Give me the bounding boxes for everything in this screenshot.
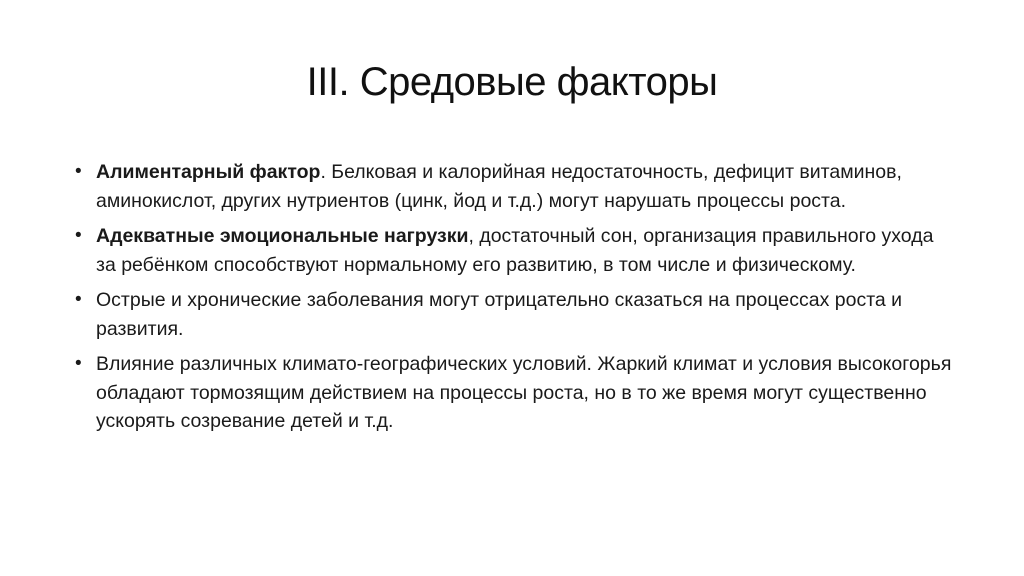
bullet-bold-text: Адекватные эмоциональные нагрузки [96,225,469,247]
bullet-text: Влияние различных климато-географических условий. Жаркий климат и условия высокогорья обладают тормозящим действием на процессы роста, но в то же время могут существенно ускорять созревание детей и т.д. [96,353,952,432]
bullet-text: , достаточный сон, организация правильного ухода за ребёнком способствуют нормальному его развитию, в том числе и физическому. [96,225,934,276]
bullet-text: Острые и хронические заболевания могут отрицательно сказаться на процессах роста и развития. [96,289,903,340]
bullet-item [75,222,955,279]
bullet-dot-icon: • [75,161,82,182]
bullet-dot-icon: • [75,225,82,246]
bullet-item [75,286,955,343]
bullet-text: . Белковая и калорийная недостаточность, дефицит витаминов, аминокислот, других нутриентов (цинк, йод и т.д.) могут нарушать процессы роста. [96,161,902,212]
bullet-list [75,158,955,443]
bullet-bold-text: Алиментарный фактор [96,161,321,183]
bullet-item [75,350,955,436]
bullet-item [75,158,955,215]
bullet-dot-icon: • [75,353,82,374]
slide-title: III. Средовые факторы [306,60,718,104]
bullet-dot-icon: • [75,289,82,310]
